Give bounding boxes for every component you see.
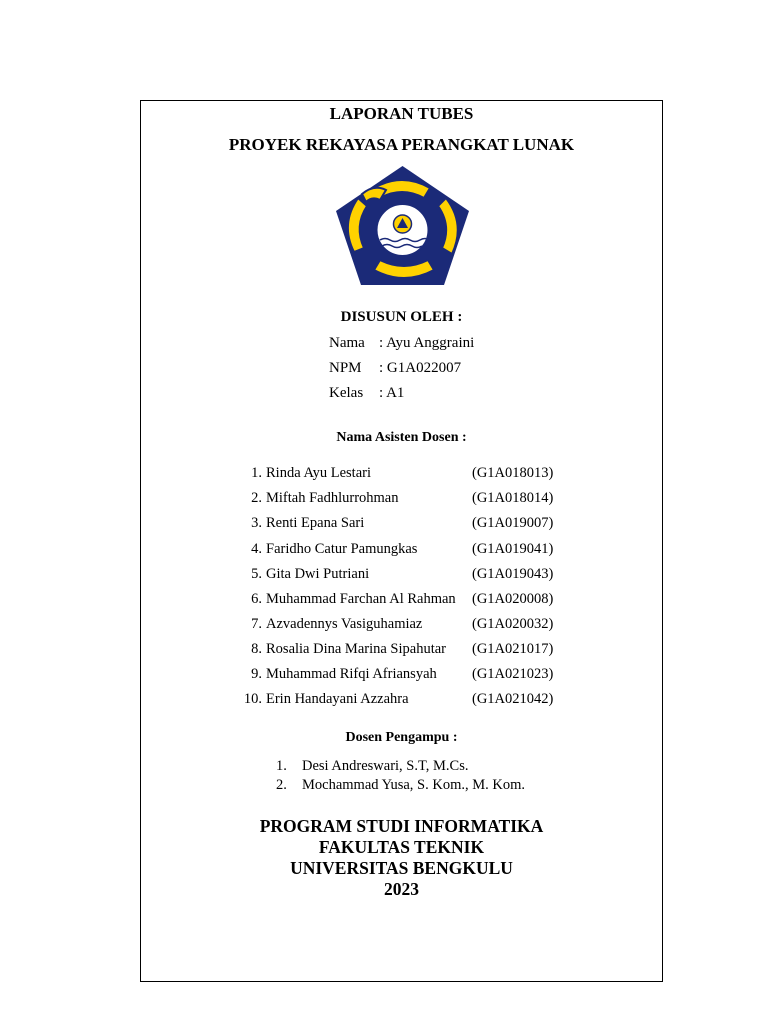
list-item-number: 8.: [251, 641, 262, 657]
list-item-npm: (G1A020032): [472, 616, 554, 632]
university-name: UNIVERSITAS BENGKULU: [290, 858, 513, 878]
list-item-name: Gita Dwi Putriani: [266, 566, 370, 582]
author-class-value: : A1: [379, 385, 405, 401]
list-item-npm: (G1A021017): [472, 641, 554, 657]
report-title: LAPORAN TUBES: [329, 104, 474, 123]
list-item-name: Renti Epana Sari: [266, 515, 365, 531]
program-name: PROGRAM STUDI INFORMATIKA: [259, 816, 544, 836]
author-npm-value: : G1A022007: [379, 360, 462, 376]
report-year: 2023: [384, 879, 419, 899]
list-item-number: 2.: [251, 490, 262, 506]
list-item-name: Miftah Fadhlurrohman: [266, 490, 399, 506]
list-item-name: Rosalia Dina Marina Sipahutar: [266, 641, 446, 657]
list-item-npm: (G1A019007): [472, 515, 554, 531]
lecturers-heading: Dosen Pengampu :: [345, 730, 458, 745]
assistants-heading: Nama Asisten Dosen :: [336, 430, 467, 445]
author-name-value: : Ayu Anggraini: [379, 335, 475, 351]
list-item-number: 7.: [251, 616, 262, 632]
list-item-name: Desi Andreswari, S.T, M.Cs.: [302, 758, 469, 774]
author-heading: DISUSUN OLEH :: [340, 309, 463, 325]
list-item-name: Faridho Catur Pamungkas: [266, 541, 418, 557]
list-item-npm: (G1A021042): [472, 691, 554, 707]
list-item-name: Azvadennys Vasiguhamiaz: [266, 616, 423, 632]
list-item-number: 6.: [251, 591, 262, 607]
list-item-name: Muhammad Farchan Al Rahman: [266, 591, 456, 607]
report-subtitle: PROYEK REKAYASA PERANGKAT LUNAK: [228, 135, 575, 154]
list-item-number: 4.: [251, 541, 262, 557]
list-item-npm: (G1A019041): [472, 541, 554, 557]
list-item-number: 1.: [276, 758, 287, 774]
list-item-number: 5.: [251, 566, 262, 582]
list-item-name: Muhammad Rifqi Afriansyah: [266, 666, 437, 682]
faculty-name: FAKULTAS TEKNIK: [318, 837, 485, 857]
list-item-number: 3.: [251, 515, 262, 531]
list-item-number: 2.: [276, 777, 287, 793]
list-item-name: Mochammad Yusa, S. Kom., M. Kom.: [302, 777, 525, 793]
author-name-label: Nama: [329, 335, 365, 351]
list-item-npm: (G1A018013): [472, 465, 554, 481]
list-item-npm: (G1A020008): [472, 591, 554, 607]
author-npm-label: NPM: [329, 360, 362, 376]
list-item-name: Rinda Ayu Lestari: [266, 465, 371, 481]
list-item-npm: (G1A019043): [472, 566, 554, 582]
list-item-npm: (G1A021023): [472, 666, 554, 682]
list-item-name: Erin Handayani Azzahra: [266, 691, 409, 707]
list-item-number: 10.: [243, 691, 262, 707]
list-item-number: 9.: [251, 666, 262, 682]
author-class-label: Kelas: [329, 385, 364, 401]
university-seal-icon: [334, 164, 471, 287]
list-item-number: 1.: [251, 465, 262, 481]
list-item-npm: (G1A018014): [472, 490, 554, 506]
cover-page-frame: [140, 100, 663, 982]
